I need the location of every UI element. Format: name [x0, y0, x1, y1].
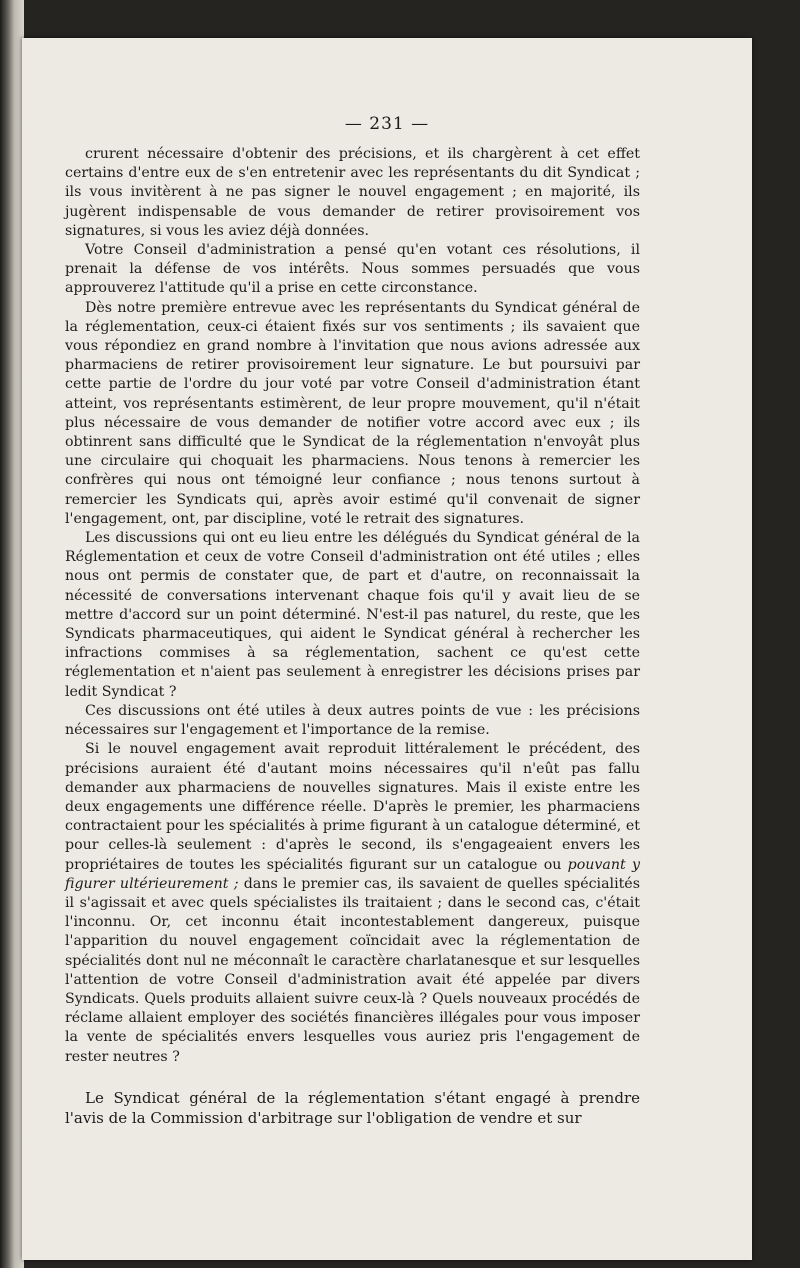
paragraph-1: crurent nécessaire d'obtenir des précisions, et ils chargèrent à cet effet certains d'entre eux de s'en entretenir avec les représentants du dit Syndicat ; ils vous invitèrent à ne pas signer le nouvel engagement ; en majorité, ils jugèrent indispensable de vous demander de retirer provisoirement vos signatures, si vous les aviez déjà données.	[65, 146, 640, 239]
paragraph-6-italic-phrase: pouvant y figurer ultérieurement ;	[65, 856, 640, 892]
paragraph-6-text-before: Si le nouvel engagement avait reproduit littéralement le précédent, des précisions auraient été d'autant moins nécessaires qu'il n'eût pas fallu demander aux pharmaciens de nouvelles signatures. Mais il existe entre les deux engagements une différence réelle. D'après le premier, les pharmaciens contractaient pour les spécialités à prime figurant à un catalogue déterminé, et pour celles-là seulement : d'après le second, ils s'engageaient envers les propriétaires de toutes les spécialités figurant sur un catalogue ou	[65, 741, 640, 873]
paragraph-4: Les discussions qui ont eu lieu entre les délégués du Syndicat général de la Réglementation et ceux de votre Conseil d'administration ont été utiles ; elles nous ont permis de constater que, de part et d'autre, on reconnaissait la nécessité de conversations intervenant chaque fois qu'il y avait lieu de se mettre d'accord sur un point déterminé. N'est-il pas naturel, du reste, que les Syndicats pharmaceutiques, qui aident le Syndicat général à rechercher les infractions commises à sa réglementation, sachent ce qu'est cette réglementation et n'aient pas seulement à enregistrer les décisions prises par ledit Syndicat ?	[65, 530, 640, 700]
paragraph-7: Le Syndicat général de la réglementation s'étant engagé à prendre l'avis de la Commission d'arbitrage sur l'obligation de vendre et sur	[65, 1088, 640, 1127]
paragraph-3: Dès notre première entrevue avec les représentants du Syndicat général de la réglementation, ceux-ci étaient fixés sur vos sentiments ; ils savaient que vous répondiez en grand nombre à l'invitation que nous avions adressée aux pharmaciens de retirer provisoirement leur signature. Le but poursuivi par cette partie de l'ordre du jour voté par votre Conseil d'administration étant atteint, vos représentants estimèrent, de leur propre mouvement, qu'il n'était plus nécessaire de vous demander de notifier votre accord avec eux ; ils obtinrent sans difficulté que le Syndicat de la réglementation n'envoyât plus une circulaire qui choquait les pharmaciens. Nous tenons à remercier les confrères qui nous ont témoigné leur confiance ; nous tenons surtout à remercier les Syndicats qui, après avoir estimé qu'il convenait de signer l'engagement, ont, par discipline, voté le retrait des signatures.	[65, 299, 640, 527]
paragraph-5: Ces discussions ont été utiles à deux autres points de vue : les précisions nécessaires sur l'engagement et l'importance de la remise.	[65, 702, 640, 739]
document-page	[22, 38, 752, 1260]
paragraph-2: Votre Conseil d'administration a pensé qu'en votant ces résolutions, il prenait la défense de vos intérêts. Nous sommes persuadés que vous approuverez l'attitude qu'il a prise en cette circonstance.	[65, 242, 640, 297]
book-spine-edge	[0, 0, 24, 1268]
body-text	[65, 145, 640, 1128]
paragraph-6-text-after: dans le premier cas, ils savaient de quelles spécialités il s'agissait et avec quels spécialistes ils traitaient ; dans le second cas, c'était l'inconnu. Or, cet inconnu était incontestablement dangereux, puisque l'apparition du nouvel engagement coïncidait avec la réglementation de spécialités dont nul ne méconnaît le caractère charlatanesque et sur lesquelles l'attention de votre Conseil d'administration avait été appelée par divers Syndicats. Quels produits allaient suivre ceux-là ? Quels nouveaux procédés de réclame allaient employer des sociétés financières illégales pour vous imposer la vente de spécialités envers lesquelles vous auriez pris l'engagement de rester neutres ?	[65, 875, 640, 1065]
paragraph-6	[65, 740, 640, 1066]
page-number: — 231 —	[344, 114, 430, 134]
